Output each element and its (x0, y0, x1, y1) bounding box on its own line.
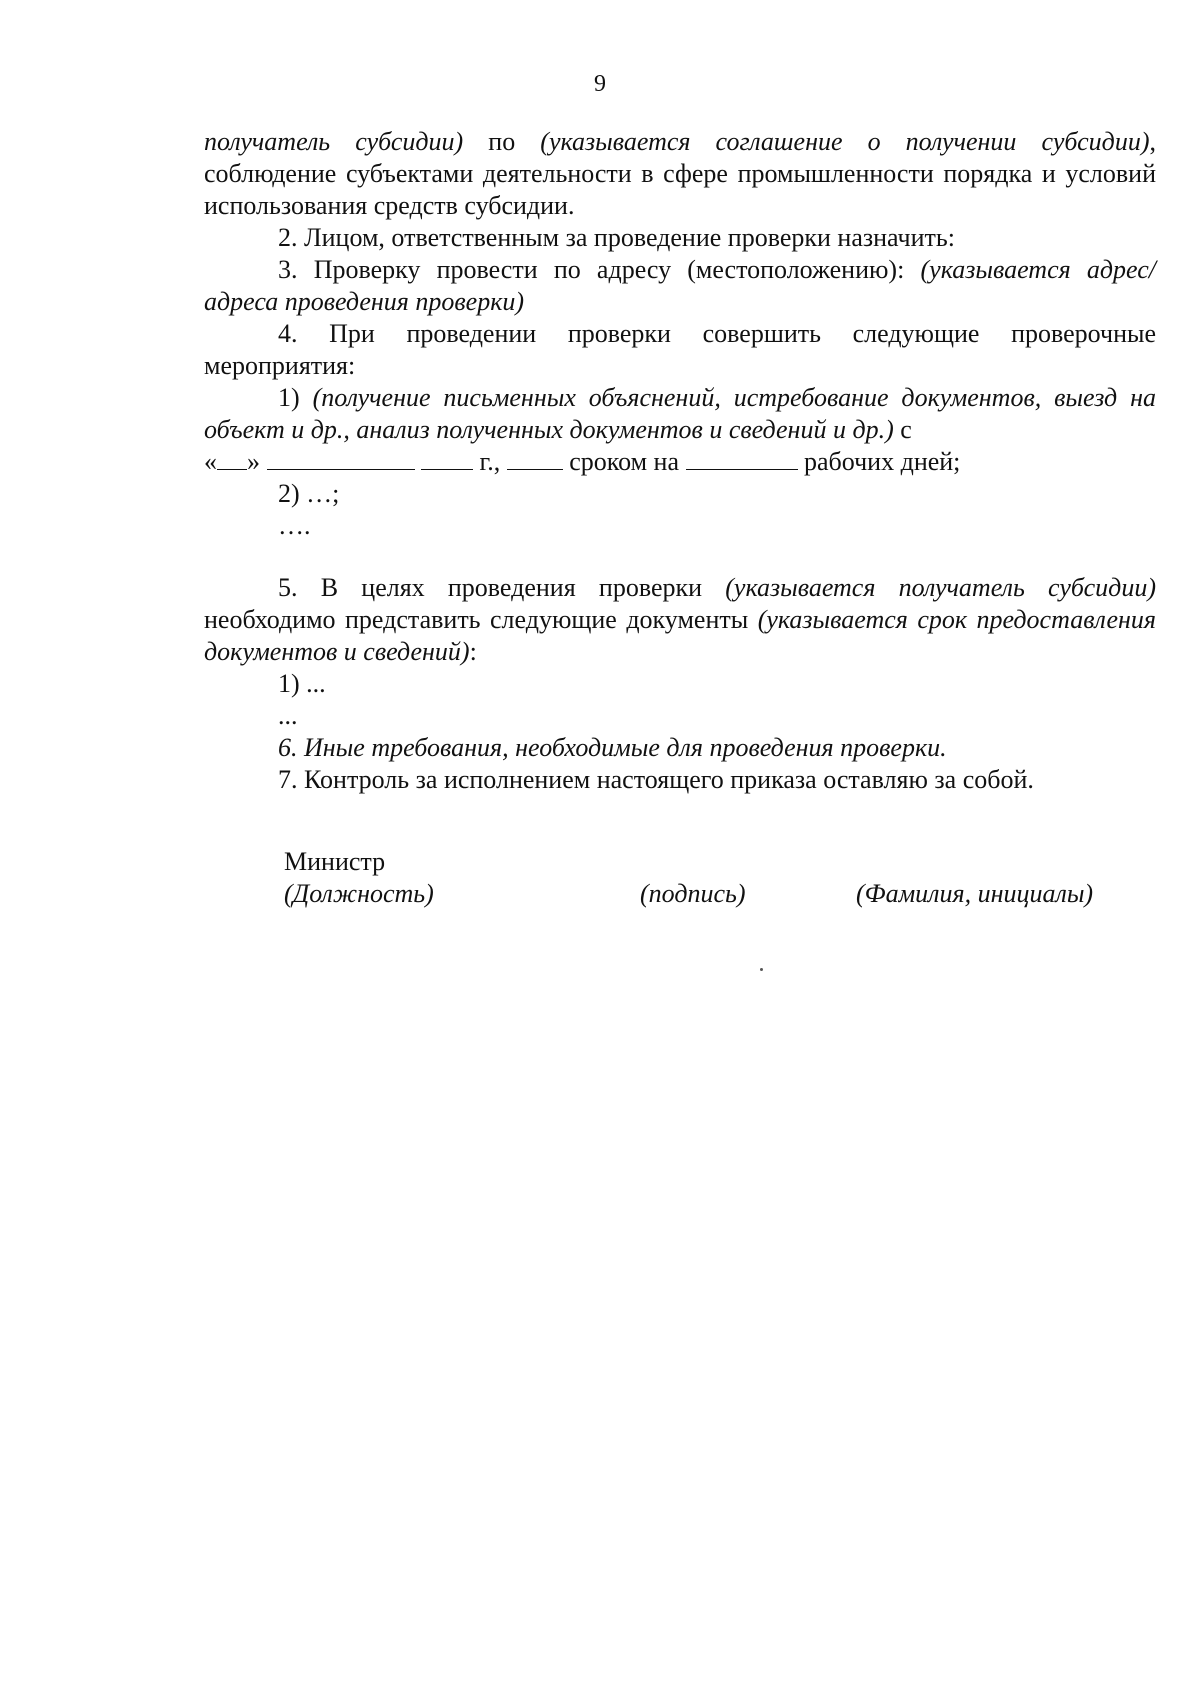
paragraph-3 (204, 254, 1156, 318)
paragraph-text: 1) (278, 383, 313, 412)
quote-close: » (247, 447, 260, 476)
quote-open: « (204, 447, 217, 476)
hour-blank (507, 447, 563, 470)
paragraph-4-more: …. (278, 511, 311, 540)
term-label: сроком на (562, 447, 686, 476)
paragraph-5-more: ... (278, 701, 298, 730)
paragraph-italic: (указывается получатель субсидии) (725, 573, 1156, 602)
days-label: рабочих дней; (797, 447, 961, 476)
paragraph-5 (204, 572, 1156, 668)
paragraph-4: 4. При проведении проверки совершить следующие проверочные мероприятия: (204, 319, 1156, 380)
scan-speck (760, 968, 763, 971)
paragraph-4-item-2: 2) …; (278, 479, 340, 508)
paragraph-italic: (указывается адрес/адреса проведения проверки) (204, 255, 1156, 316)
paragraph-4-item-1 (204, 382, 1156, 478)
paragraph-5-item-1: 1) ... (278, 669, 326, 698)
paragraph-italic: (указывается срок предоставления документов и сведений) (204, 605, 1156, 666)
month-blank (267, 447, 415, 470)
signature-sign: (подпись) (640, 879, 746, 908)
days-blank (686, 447, 798, 470)
paragraph-text: : (469, 637, 477, 666)
day-blank (217, 447, 247, 470)
paragraph-7: 7. Контроль за исполнением настоящего приказа оставляю за собой. (278, 765, 1034, 794)
paragraph-text: 5. В целях проведения проверки (278, 573, 726, 602)
paragraph-text: с (893, 415, 912, 444)
year-suffix: г., (473, 447, 501, 476)
paragraph-text: по (463, 127, 541, 156)
paragraph-text: , соблюдение субъектами деятельности в сфере промышленности порядка и условий использования средств субсидии. (204, 127, 1156, 220)
paragraph-text: 3. Проверку провести по адресу (местоположению): (278, 255, 921, 284)
signature-name: (Фамилия, инициалы) (856, 879, 1094, 908)
paragraph-continuation (204, 126, 1156, 222)
paragraph-italic: получатель субсидии) (204, 127, 464, 156)
paragraph-text: необходимо представить следующие документы (204, 605, 758, 634)
document-body (204, 126, 1156, 796)
signature-title: Министр (284, 847, 386, 876)
signature-position: (Должность) (284, 879, 434, 908)
paragraph-italic: (указывается соглашение о получении субсидии) (540, 127, 1150, 156)
page-number: 9 (594, 71, 606, 97)
paragraph-6: 6. Иные требования, необходимые для проведения проверки. (278, 733, 947, 762)
year-blank (421, 447, 473, 470)
paragraph-2: 2. Лицом, ответственным за проведение проверки назначить: (278, 223, 955, 252)
paragraph-italic: (получение письменных объяснений, истребование документов, выезд на объект и др., анализ полученных документов и сведений и др.) (204, 383, 1156, 444)
